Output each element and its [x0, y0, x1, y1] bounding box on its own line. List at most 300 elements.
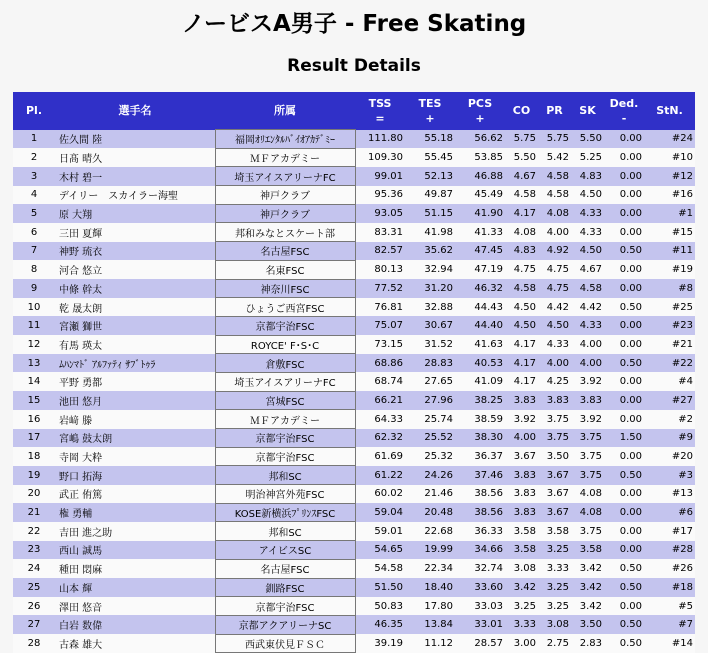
- tes-cell: 27.65: [405, 372, 455, 391]
- sk-cell: 3.75: [571, 522, 604, 541]
- placement-cell: 26: [13, 597, 55, 616]
- start-number-cell: #11: [644, 242, 695, 261]
- co-cell: 3.25: [505, 597, 538, 616]
- co-cell: 3.58: [505, 541, 538, 560]
- tss-cell: 68.74: [355, 372, 405, 391]
- placement-cell: 5: [13, 204, 55, 223]
- deduction-cell: 0.50: [604, 578, 644, 597]
- tss-cell: 75.07: [355, 316, 405, 335]
- table-row: [13, 597, 695, 616]
- deduction-cell: 0.00: [604, 447, 644, 466]
- placement-cell: 1: [13, 130, 55, 149]
- table-row: [13, 130, 695, 149]
- placement-cell: 21: [13, 503, 55, 522]
- skater-name-cell: 古森 雄大: [55, 634, 215, 653]
- club-cell: 邦和SC: [215, 466, 355, 485]
- tss-cell: 66.21: [355, 391, 405, 410]
- tes-cell: 21.46: [405, 485, 455, 504]
- table-row: [13, 260, 695, 279]
- pr-cell: 3.25: [538, 541, 571, 560]
- skater-name-cell: 種田 悶麻: [55, 559, 215, 578]
- start-number-cell: #10: [644, 148, 695, 167]
- tss-cell: 61.69: [355, 447, 405, 466]
- tss-cell: 59.01: [355, 522, 405, 541]
- skater-name-cell: ﾑﾊﾝﾏﾄﾞ ｱﾙﾌｧﾃｨ ｻﾌﾞﾄｩﾗ: [55, 354, 215, 373]
- table-row: [13, 466, 695, 485]
- club-cell: ＭＦアカデミー: [215, 410, 355, 429]
- co-cell: 4.75: [505, 260, 538, 279]
- club-cell: 京都宇治FSC: [215, 429, 355, 448]
- co-cell: 4.17: [505, 204, 538, 223]
- sk-cell: 3.92: [571, 410, 604, 429]
- pr-cell: 3.08: [538, 615, 571, 634]
- tes-cell: 20.48: [405, 503, 455, 522]
- co-cell: 3.58: [505, 522, 538, 541]
- sk-cell: 4.33: [571, 204, 604, 223]
- pr-cell: 4.92: [538, 242, 571, 261]
- co-cell: 4.50: [505, 298, 538, 317]
- table-row: [13, 316, 695, 335]
- pr-cell: 4.00: [538, 354, 571, 373]
- club-cell: 宮城FSC: [215, 391, 355, 410]
- sk-cell: 3.58: [571, 541, 604, 560]
- start-number-cell: #25: [644, 298, 695, 317]
- skater-name-cell: 日髙 晴久: [55, 148, 215, 167]
- pr-cell: 3.33: [538, 559, 571, 578]
- deduction-cell: 0.00: [604, 410, 644, 429]
- table-row: [13, 615, 695, 634]
- skater-name-cell: 神野 琉衣: [55, 242, 215, 261]
- pcs-cell: 45.49: [455, 186, 505, 205]
- header-co: CO: [505, 92, 538, 130]
- skater-name-cell: 平野 勇都: [55, 372, 215, 391]
- pcs-cell: 47.19: [455, 260, 505, 279]
- deduction-cell: 0.00: [604, 316, 644, 335]
- pr-cell: 2.75: [538, 634, 571, 653]
- sk-cell: 4.00: [571, 354, 604, 373]
- results-table: [13, 92, 696, 653]
- table-row: [13, 372, 695, 391]
- co-cell: 3.83: [505, 466, 538, 485]
- table-row: [13, 354, 695, 373]
- table-row: [13, 503, 695, 522]
- deduction-cell: 0.50: [604, 466, 644, 485]
- pcs-cell: 38.59: [455, 410, 505, 429]
- pr-cell: 4.75: [538, 279, 571, 298]
- placement-cell: 15: [13, 391, 55, 410]
- table-row: [13, 204, 695, 223]
- header-deductions: Ded. -: [604, 92, 644, 130]
- tes-cell: 31.20: [405, 279, 455, 298]
- tes-cell: 30.67: [405, 316, 455, 335]
- table-row: [13, 410, 695, 429]
- club-cell: ひょうご西宮FSC: [215, 298, 355, 317]
- start-number-cell: #20: [644, 447, 695, 466]
- club-cell: 京都宇治FSC: [215, 447, 355, 466]
- sk-cell: 2.83: [571, 634, 604, 653]
- tss-cell: 68.86: [355, 354, 405, 373]
- table-row: [13, 485, 695, 504]
- co-cell: 3.92: [505, 410, 538, 429]
- pcs-cell: 36.37: [455, 447, 505, 466]
- header-sk: SK: [571, 92, 604, 130]
- co-cell: 4.58: [505, 186, 538, 205]
- deduction-cell: 0.00: [604, 541, 644, 560]
- skater-name-cell: 山本 輝: [55, 578, 215, 597]
- tss-cell: 76.81: [355, 298, 405, 317]
- header-pcs: PCS +: [455, 92, 505, 130]
- tes-cell: 31.52: [405, 335, 455, 354]
- tes-cell: 11.12: [405, 634, 455, 653]
- pr-cell: 3.67: [538, 466, 571, 485]
- pcs-cell: 46.32: [455, 279, 505, 298]
- pr-cell: 4.33: [538, 335, 571, 354]
- start-number-cell: #1: [644, 204, 695, 223]
- tss-cell: 73.15: [355, 335, 405, 354]
- placement-cell: 9: [13, 279, 55, 298]
- sk-cell: 3.75: [571, 429, 604, 448]
- club-cell: 埼玉アイスアリーナFC: [215, 372, 355, 391]
- deduction-cell: 0.00: [604, 223, 644, 242]
- skater-name-cell: デイリー スカイラー海聖: [55, 186, 215, 205]
- deduction-cell: 0.50: [604, 634, 644, 653]
- club-cell: 京都宇治FSC: [215, 316, 355, 335]
- tes-cell: 22.68: [405, 522, 455, 541]
- club-cell: ROYCE' F･S･C: [215, 335, 355, 354]
- start-number-cell: #2: [644, 410, 695, 429]
- tss-cell: 82.57: [355, 242, 405, 261]
- placement-cell: 8: [13, 260, 55, 279]
- tes-cell: 51.15: [405, 204, 455, 223]
- placement-cell: 13: [13, 354, 55, 373]
- deduction-cell: 0.00: [604, 391, 644, 410]
- table-row: [13, 541, 695, 560]
- tes-cell: 25.52: [405, 429, 455, 448]
- skater-name-cell: 中條 幹太: [55, 279, 215, 298]
- skater-name-cell: 乾 晟太朗: [55, 298, 215, 317]
- tes-cell: 35.62: [405, 242, 455, 261]
- start-number-cell: #16: [644, 186, 695, 205]
- start-number-cell: #8: [644, 279, 695, 298]
- table-row: [13, 522, 695, 541]
- deduction-cell: 0.00: [604, 335, 644, 354]
- pr-cell: 3.67: [538, 503, 571, 522]
- placement-cell: 3: [13, 167, 55, 186]
- start-number-cell: #4: [644, 372, 695, 391]
- header-skater-name: 選手名: [55, 92, 215, 130]
- sk-cell: 4.08: [571, 485, 604, 504]
- placement-cell: 19: [13, 466, 55, 485]
- placement-cell: 14: [13, 372, 55, 391]
- sk-cell: 4.83: [571, 167, 604, 186]
- start-number-cell: #15: [644, 223, 695, 242]
- table-row: [13, 298, 695, 317]
- placement-cell: 22: [13, 522, 55, 541]
- header-tss: TSS =: [355, 92, 405, 130]
- start-number-cell: #14: [644, 634, 695, 653]
- tes-cell: 22.34: [405, 559, 455, 578]
- start-number-cell: #7: [644, 615, 695, 634]
- sk-cell: 4.42: [571, 298, 604, 317]
- pcs-cell: 38.56: [455, 503, 505, 522]
- tss-cell: 77.52: [355, 279, 405, 298]
- co-cell: 3.67: [505, 447, 538, 466]
- pcs-cell: 38.30: [455, 429, 505, 448]
- skater-name-cell: 木村 碧一: [55, 167, 215, 186]
- tss-cell: 64.33: [355, 410, 405, 429]
- tes-cell: 13.84: [405, 615, 455, 634]
- placement-cell: 11: [13, 316, 55, 335]
- sk-cell: 3.50: [571, 615, 604, 634]
- skater-name-cell: 寺岡 大粋: [55, 447, 215, 466]
- deduction-cell: 0.00: [604, 167, 644, 186]
- tes-cell: 17.80: [405, 597, 455, 616]
- deduction-cell: 0.50: [604, 615, 644, 634]
- page-title: ノービスA男子 - Free Skating: [181, 11, 527, 37]
- co-cell: 3.33: [505, 615, 538, 634]
- pcs-cell: 36.33: [455, 522, 505, 541]
- pr-cell: 4.50: [538, 316, 571, 335]
- pcs-cell: 44.40: [455, 316, 505, 335]
- header-tes: TES +: [405, 92, 455, 130]
- table-row: [13, 148, 695, 167]
- header-pr: PR: [538, 92, 571, 130]
- co-cell: 4.83: [505, 242, 538, 261]
- club-cell: 福岡ｵﾘｴﾝﾀﾙﾊﾞｲｵｱｶﾃﾞﾐｰ: [215, 130, 355, 149]
- start-number-cell: #13: [644, 485, 695, 504]
- deduction-cell: 1.50: [604, 429, 644, 448]
- club-cell: 埼玉アイスアリーナFC: [215, 167, 355, 186]
- deduction-cell: 0.00: [604, 204, 644, 223]
- tes-cell: 19.99: [405, 541, 455, 560]
- placement-cell: 16: [13, 410, 55, 429]
- table-row: [13, 559, 695, 578]
- skater-name-cell: 宮嶋 鼓太朗: [55, 429, 215, 448]
- pcs-cell: 41.90: [455, 204, 505, 223]
- skater-name-cell: 原 大翔: [55, 204, 215, 223]
- skater-name-cell: 岩﨑 滕: [55, 410, 215, 429]
- pr-cell: 3.50: [538, 447, 571, 466]
- co-cell: 4.67: [505, 167, 538, 186]
- sk-cell: 4.00: [571, 335, 604, 354]
- table-row: [13, 634, 695, 653]
- tss-cell: 62.32: [355, 429, 405, 448]
- skater-name-cell: 佐久間 陸: [55, 130, 215, 149]
- tes-cell: 25.32: [405, 447, 455, 466]
- table-row: [13, 242, 695, 261]
- tss-cell: 51.50: [355, 578, 405, 597]
- pcs-cell: 56.62: [455, 130, 505, 149]
- tss-cell: 83.31: [355, 223, 405, 242]
- table-row: [13, 335, 695, 354]
- pr-cell: 5.42: [538, 148, 571, 167]
- pcs-cell: 41.33: [455, 223, 505, 242]
- co-cell: 4.17: [505, 372, 538, 391]
- sk-cell: 3.42: [571, 578, 604, 597]
- pcs-cell: 47.45: [455, 242, 505, 261]
- pr-cell: 3.25: [538, 578, 571, 597]
- club-cell: 名東FSC: [215, 260, 355, 279]
- tes-cell: 27.96: [405, 391, 455, 410]
- start-number-cell: #24: [644, 130, 695, 149]
- table-row: [13, 279, 695, 298]
- co-cell: 3.83: [505, 391, 538, 410]
- deduction-cell: 0.00: [604, 485, 644, 504]
- co-cell: 3.08: [505, 559, 538, 578]
- tes-cell: 32.88: [405, 298, 455, 317]
- deduction-cell: 0.50: [604, 559, 644, 578]
- sk-cell: 4.33: [571, 316, 604, 335]
- skater-name-cell: 西山 誠馬: [55, 541, 215, 560]
- table-row: [13, 186, 695, 205]
- pcs-cell: 28.57: [455, 634, 505, 653]
- start-number-cell: #28: [644, 541, 695, 560]
- header-start-number: StN.: [644, 92, 695, 130]
- pcs-cell: 38.25: [455, 391, 505, 410]
- deduction-cell: 0.00: [604, 372, 644, 391]
- table-row: [13, 447, 695, 466]
- co-cell: 4.50: [505, 316, 538, 335]
- tes-cell: 52.13: [405, 167, 455, 186]
- tss-cell: 99.01: [355, 167, 405, 186]
- club-cell: 西武東伏見ＦＳＣ: [215, 634, 355, 653]
- club-cell: 倉敷FSC: [215, 354, 355, 373]
- deduction-cell: 0.00: [604, 260, 644, 279]
- skater-name-cell: 池田 悠月: [55, 391, 215, 410]
- sk-cell: 5.50: [571, 130, 604, 149]
- pcs-cell: 33.60: [455, 578, 505, 597]
- club-cell: 京都宇治FSC: [215, 597, 355, 616]
- table-row: [13, 429, 695, 448]
- start-number-cell: #17: [644, 522, 695, 541]
- table-row: [13, 167, 695, 186]
- sk-cell: 4.50: [571, 242, 604, 261]
- sk-cell: 4.58: [571, 279, 604, 298]
- sk-cell: 3.92: [571, 372, 604, 391]
- deduction-cell: 0.00: [604, 522, 644, 541]
- pr-cell: 4.00: [538, 223, 571, 242]
- club-cell: 神奈川FSC: [215, 279, 355, 298]
- pcs-cell: 53.85: [455, 148, 505, 167]
- club-cell: 名古屋FSC: [215, 242, 355, 261]
- tss-cell: 39.19: [355, 634, 405, 653]
- start-number-cell: #27: [644, 391, 695, 410]
- pcs-cell: 33.03: [455, 597, 505, 616]
- co-cell: 5.75: [505, 130, 538, 149]
- co-cell: 4.17: [505, 335, 538, 354]
- placement-cell: 4: [13, 186, 55, 205]
- club-cell: 邦和みなとスケート部: [215, 223, 355, 242]
- start-number-cell: #26: [644, 559, 695, 578]
- pcs-cell: 37.46: [455, 466, 505, 485]
- tes-cell: 55.18: [405, 130, 455, 149]
- pr-cell: 3.58: [538, 522, 571, 541]
- tss-cell: 60.02: [355, 485, 405, 504]
- start-number-cell: #3: [644, 466, 695, 485]
- deduction-cell: 0.50: [604, 354, 644, 373]
- pr-cell: 4.42: [538, 298, 571, 317]
- club-cell: KOSE新横浜ﾌﾟﾘﾝｽFSC: [215, 503, 355, 522]
- placement-cell: 2: [13, 148, 55, 167]
- start-number-cell: #6: [644, 503, 695, 522]
- club-cell: 京都アクアリーナSC: [215, 615, 355, 634]
- pr-cell: 3.25: [538, 597, 571, 616]
- co-cell: 3.42: [505, 578, 538, 597]
- tss-cell: 54.65: [355, 541, 405, 560]
- sk-cell: 4.33: [571, 223, 604, 242]
- co-cell: 4.58: [505, 279, 538, 298]
- tss-cell: 61.22: [355, 466, 405, 485]
- skater-name-cell: 吉田 進之助: [55, 522, 215, 541]
- skater-name-cell: 白岩 数偉: [55, 615, 215, 634]
- skater-name-cell: 武正 侑篤: [55, 485, 215, 504]
- deduction-cell: 0.00: [604, 148, 644, 167]
- start-number-cell: #21: [644, 335, 695, 354]
- tes-cell: 24.26: [405, 466, 455, 485]
- placement-cell: 28: [13, 634, 55, 653]
- deduction-cell: 0.00: [604, 279, 644, 298]
- pcs-cell: 46.88: [455, 167, 505, 186]
- club-cell: 名古屋FSC: [215, 559, 355, 578]
- sk-cell: 3.75: [571, 466, 604, 485]
- pcs-cell: 44.43: [455, 298, 505, 317]
- start-number-cell: #12: [644, 167, 695, 186]
- pcs-cell: 41.63: [455, 335, 505, 354]
- skater-name-cell: 三田 夏輝: [55, 223, 215, 242]
- tes-cell: 25.74: [405, 410, 455, 429]
- pr-cell: 3.67: [538, 485, 571, 504]
- sk-cell: 4.08: [571, 503, 604, 522]
- placement-cell: 27: [13, 615, 55, 634]
- club-cell: ＭＦアカデミー: [215, 148, 355, 167]
- placement-cell: 18: [13, 447, 55, 466]
- pcs-cell: 38.56: [455, 485, 505, 504]
- pr-cell: 4.58: [538, 167, 571, 186]
- pr-cell: 3.83: [538, 391, 571, 410]
- table-row: [13, 391, 695, 410]
- sk-cell: 3.83: [571, 391, 604, 410]
- tss-cell: 46.35: [355, 615, 405, 634]
- placement-cell: 10: [13, 298, 55, 317]
- co-cell: 3.00: [505, 634, 538, 653]
- table-header-row: [13, 92, 695, 130]
- sk-cell: 3.75: [571, 447, 604, 466]
- deduction-cell: 0.00: [604, 597, 644, 616]
- co-cell: 4.17: [505, 354, 538, 373]
- deduction-cell: 0.50: [604, 298, 644, 317]
- tes-cell: 28.83: [405, 354, 455, 373]
- table-row: [13, 223, 695, 242]
- header-placement: Pl.: [13, 92, 55, 130]
- tss-cell: 111.80: [355, 130, 405, 149]
- pcs-cell: 33.01: [455, 615, 505, 634]
- header-club: 所属: [215, 92, 355, 130]
- co-cell: 4.08: [505, 223, 538, 242]
- tss-cell: 50.83: [355, 597, 405, 616]
- pcs-cell: 32.74: [455, 559, 505, 578]
- sk-cell: 4.67: [571, 260, 604, 279]
- tss-cell: 95.36: [355, 186, 405, 205]
- skater-name-cell: 権 勇輔: [55, 503, 215, 522]
- deduction-cell: 0.00: [604, 130, 644, 149]
- club-cell: 神戸クラブ: [215, 204, 355, 223]
- pr-cell: 5.75: [538, 130, 571, 149]
- skater-name-cell: 有馬 瑛太: [55, 335, 215, 354]
- co-cell: 4.00: [505, 429, 538, 448]
- deduction-cell: 0.00: [604, 503, 644, 522]
- placement-cell: 12: [13, 335, 55, 354]
- club-cell: 釧路FSC: [215, 578, 355, 597]
